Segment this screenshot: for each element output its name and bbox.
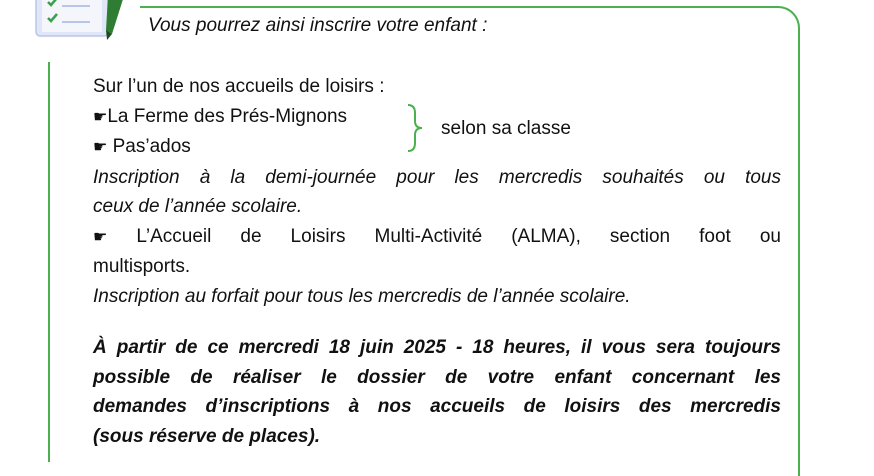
half-day-note-line: ceux de l’année scolaire. <box>93 196 303 217</box>
main-content <box>93 72 781 451</box>
pointing-hand-icon: ☛ <box>93 108 108 126</box>
checklist-pen-icon <box>28 0 138 42</box>
alma-text: L’Accueil de Loisirs Multi-Activité (ALMA), section foot ou <box>107 225 781 247</box>
list-item <box>93 132 781 163</box>
list-item <box>93 102 781 133</box>
brace-label: selon sa classe <box>441 117 571 139</box>
notice-line: possible de réaliser le dossier de votre enfant concernant les <box>93 366 781 388</box>
notice-line: (sous réserve de places). <box>93 425 321 447</box>
pointing-hand-icon: ☛ <box>93 228 108 246</box>
frame-border-left <box>48 62 50 462</box>
centers-list <box>93 102 781 163</box>
notice-line: demandes d’inscriptions à nos accueils de loisirs des mercredis <box>93 396 781 417</box>
curly-brace-icon <box>405 103 427 153</box>
alma-line <box>93 222 781 253</box>
forfait-note: Inscription au forfait pour tous les mercredis de l’année scolaire. <box>93 285 631 307</box>
center-name: La Ferme des Prés-Mignons <box>107 105 348 127</box>
center-name: Pas’ados <box>107 136 191 157</box>
pointing-hand-icon: ☛ <box>93 139 108 156</box>
alma-line: multisports. <box>93 256 191 277</box>
notice-line: À partir de ce mercredi 18 juin 2025 - 18 heures, il vous sera toujours <box>93 337 781 358</box>
intro-text: Vous pourrez ainsi inscrire votre enfant : <box>148 15 488 36</box>
spacer <box>93 311 781 333</box>
centers-heading: Sur l’un de nos accueils de loisirs : <box>93 76 385 97</box>
half-day-note-line: Inscription à la demi-journée pour les mercredis souhaités ou tous <box>93 166 781 188</box>
